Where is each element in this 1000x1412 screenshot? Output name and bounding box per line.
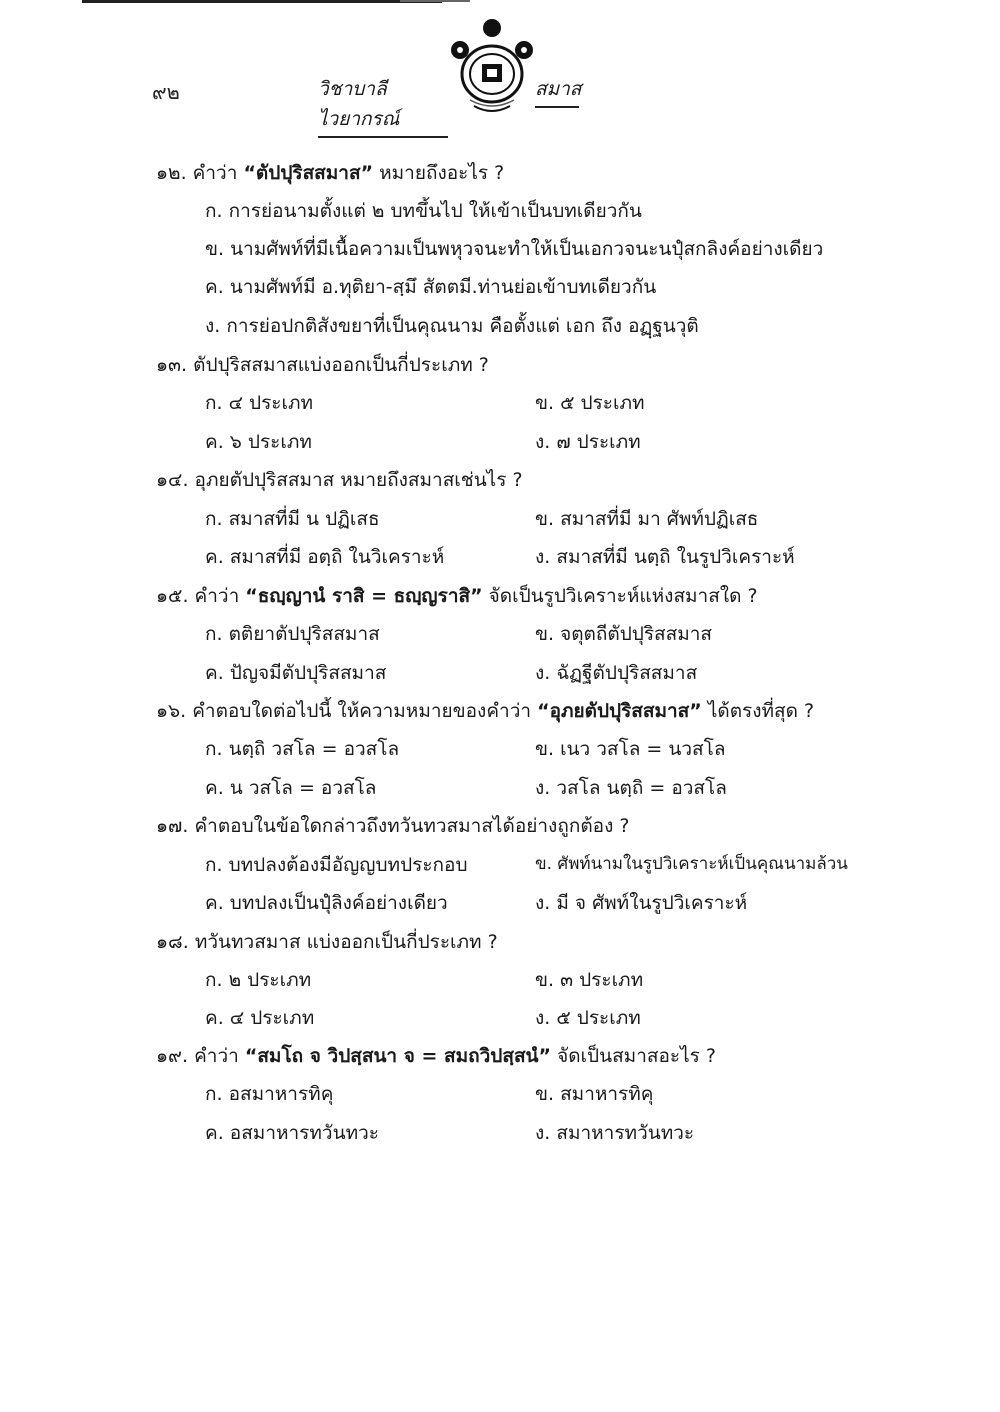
question-text-end: หมายถึงอะไร ? <box>373 162 505 184</box>
question-text: คำว่า <box>194 585 246 607</box>
question-18 <box>156 927 498 957</box>
question-19 <box>156 1041 716 1071</box>
option-19-c: ค. อสมาหารทวันทวะ <box>205 1122 379 1144</box>
option-18-b: ข. ๓ ประเภท <box>535 969 644 991</box>
option-13-b: ข. ๕ ประเภท <box>535 392 645 414</box>
question-number: ๑๕. <box>156 585 189 607</box>
question-number: ๑๘. <box>156 931 189 953</box>
question-13 <box>156 350 489 380</box>
option-15-c: ค. ปัญจมีตัปปุริสสมาส <box>205 662 387 684</box>
option-19-a: ก. อสมาหารทิคุ <box>205 1083 334 1105</box>
question-text: คำตอบใดต่อไปนี้ ให้ความหมายของคำว่า <box>192 700 538 722</box>
question-text-end: จัดเป็นรูปวิเคราะห์แห่งสมาสใด ? <box>482 585 758 607</box>
option-16-a: ก. นตฺถิ วสโล = อวสโล <box>205 738 400 760</box>
option-13-a: ก. ๔ ประเภท <box>205 392 314 414</box>
option-13-d: ง. ๗ ประเภท <box>535 431 641 453</box>
question-17 <box>156 811 629 841</box>
question-term: “ตัปปุริสสมาส” <box>243 162 374 184</box>
question-text: คำว่า <box>194 1045 245 1067</box>
question-number: ๑๓. <box>156 354 188 376</box>
question-term: “สมโถ จ วิปสฺสนา จ = สมถวิปสฺสนํ” <box>244 1045 552 1067</box>
option-17-b: ข. ศัพท์นามในรูปวิเคราะห์เป็นคุณนามล้วน <box>535 854 848 874</box>
header-book-title: วิชาบาลีไวยากรณ์ <box>318 74 448 138</box>
option-19-d: ง. สมาหารทวันทวะ <box>535 1122 695 1144</box>
question-number: ๑๒. <box>156 162 187 184</box>
page-number: ๙๒ <box>152 80 180 104</box>
question-number: ๑๔. <box>156 469 189 491</box>
option-14-d: ง. สมาสที่มี นตฺถิ ในรูปวิเคราะห์ <box>535 546 795 568</box>
question-16 <box>156 696 814 726</box>
question-term: “อุภยตัปปุริสสมาส” <box>537 700 702 722</box>
question-12 <box>156 158 504 188</box>
question-number: ๑๗. <box>156 815 189 837</box>
option-14-c: ค. สมาสที่มี อตฺถิ ในวิเคราะห์ <box>205 546 445 568</box>
option-18-a: ก. ๒ ประเภท <box>205 969 312 991</box>
top-rule-secondary <box>400 0 470 2</box>
question-14 <box>156 465 523 495</box>
option-14-a: ก. สมาสที่มี น ปฏิเสธ <box>205 508 380 530</box>
option-15-a: ก. ตติยาตัปปุริสสมาส <box>205 623 380 645</box>
option-16-c: ค. น วสโล = อวสโล <box>205 777 377 799</box>
header-chapter-title: สมาส <box>535 74 579 108</box>
option-17-c: ค. บทปลงเป็นปุํลิงค์อย่างเดียว <box>205 892 448 914</box>
option-18-c: ค. ๔ ประเภท <box>205 1007 315 1029</box>
option-16-d: ง. วสโล นตฺถิ = อวสโล <box>535 777 727 799</box>
option-14-b: ข. สมาสที่มี มา ศัพท์ปฏิเสธ <box>535 508 759 530</box>
question-text: อุภยตัปปุริสสมาส หมายถึงสมาสเช่นไร ? <box>194 469 523 491</box>
question-text: ทวันทวสมาส แบ่งออกเป็นกี่ประเภท ? <box>194 931 498 953</box>
option-12-c: ค. นามศัพท์มี อ.ทุติยา-สฺมึ สัตตมี.ท่านย่อเข้าบทเดียวกัน <box>205 276 657 298</box>
question-text-end: ได้ตรงที่สุด ? <box>701 700 815 722</box>
option-15-d: ง. ฉัฏฐีตัปปุริสสมาส <box>535 662 698 684</box>
top-rule <box>82 0 442 3</box>
question-text: ตัปปุริสสมาสแบ่งออกเป็นกี่ประเภท ? <box>193 354 489 376</box>
option-17-d: ง. มี จ ศัพท์ในรูปวิเคราะห์ <box>535 892 748 914</box>
emblem-logo <box>444 14 540 120</box>
option-13-c: ค. ๖ ประเภท <box>205 431 312 453</box>
option-12-d: ง. การย่อปกติสังขยาที่เป็นคุณนาม คือตั้งแต่ เอก ถึง อฏฺฐนวุติ <box>205 315 699 337</box>
option-16-b: ข. เนว วสโล = นวสโล <box>535 738 726 760</box>
question-text: คำว่า <box>192 162 244 184</box>
option-19-b: ข. สมาหารทิคุ <box>535 1083 654 1105</box>
question-text: คำตอบในข้อใดกล่าวถึงทวันทวสมาสได้อย่างถูกต้อง ? <box>194 815 630 837</box>
question-number: ๑๖. <box>156 700 187 722</box>
option-12-a: ก. การย่อนามตั้งแต่ ๒ บทขึ้นไป ให้เข้าเป็นบทเดียวกัน <box>205 200 642 222</box>
option-17-a: ก. บทปลงต้องมีอัญญบทประกอบ <box>205 854 468 876</box>
option-12-b: ข. นามศัพท์ที่มีเนื้อความเป็นพหุวจนะทำให้เป็นเอกวจนะนปุํสกลิงค์อย่างเดียว <box>205 238 824 260</box>
option-18-d: ง. ๕ ประเภท <box>535 1007 641 1029</box>
question-text-end: จัดเป็นสมาสอะไร ? <box>551 1045 716 1067</box>
question-number: ๑๙. <box>156 1045 189 1067</box>
question-term: “ธญฺญานํ ราสิ = ธญฺญราสิ” <box>245 585 483 607</box>
question-15 <box>156 581 758 611</box>
option-15-b: ข. จตุตถีตัปปุริสสมาส <box>535 623 713 645</box>
